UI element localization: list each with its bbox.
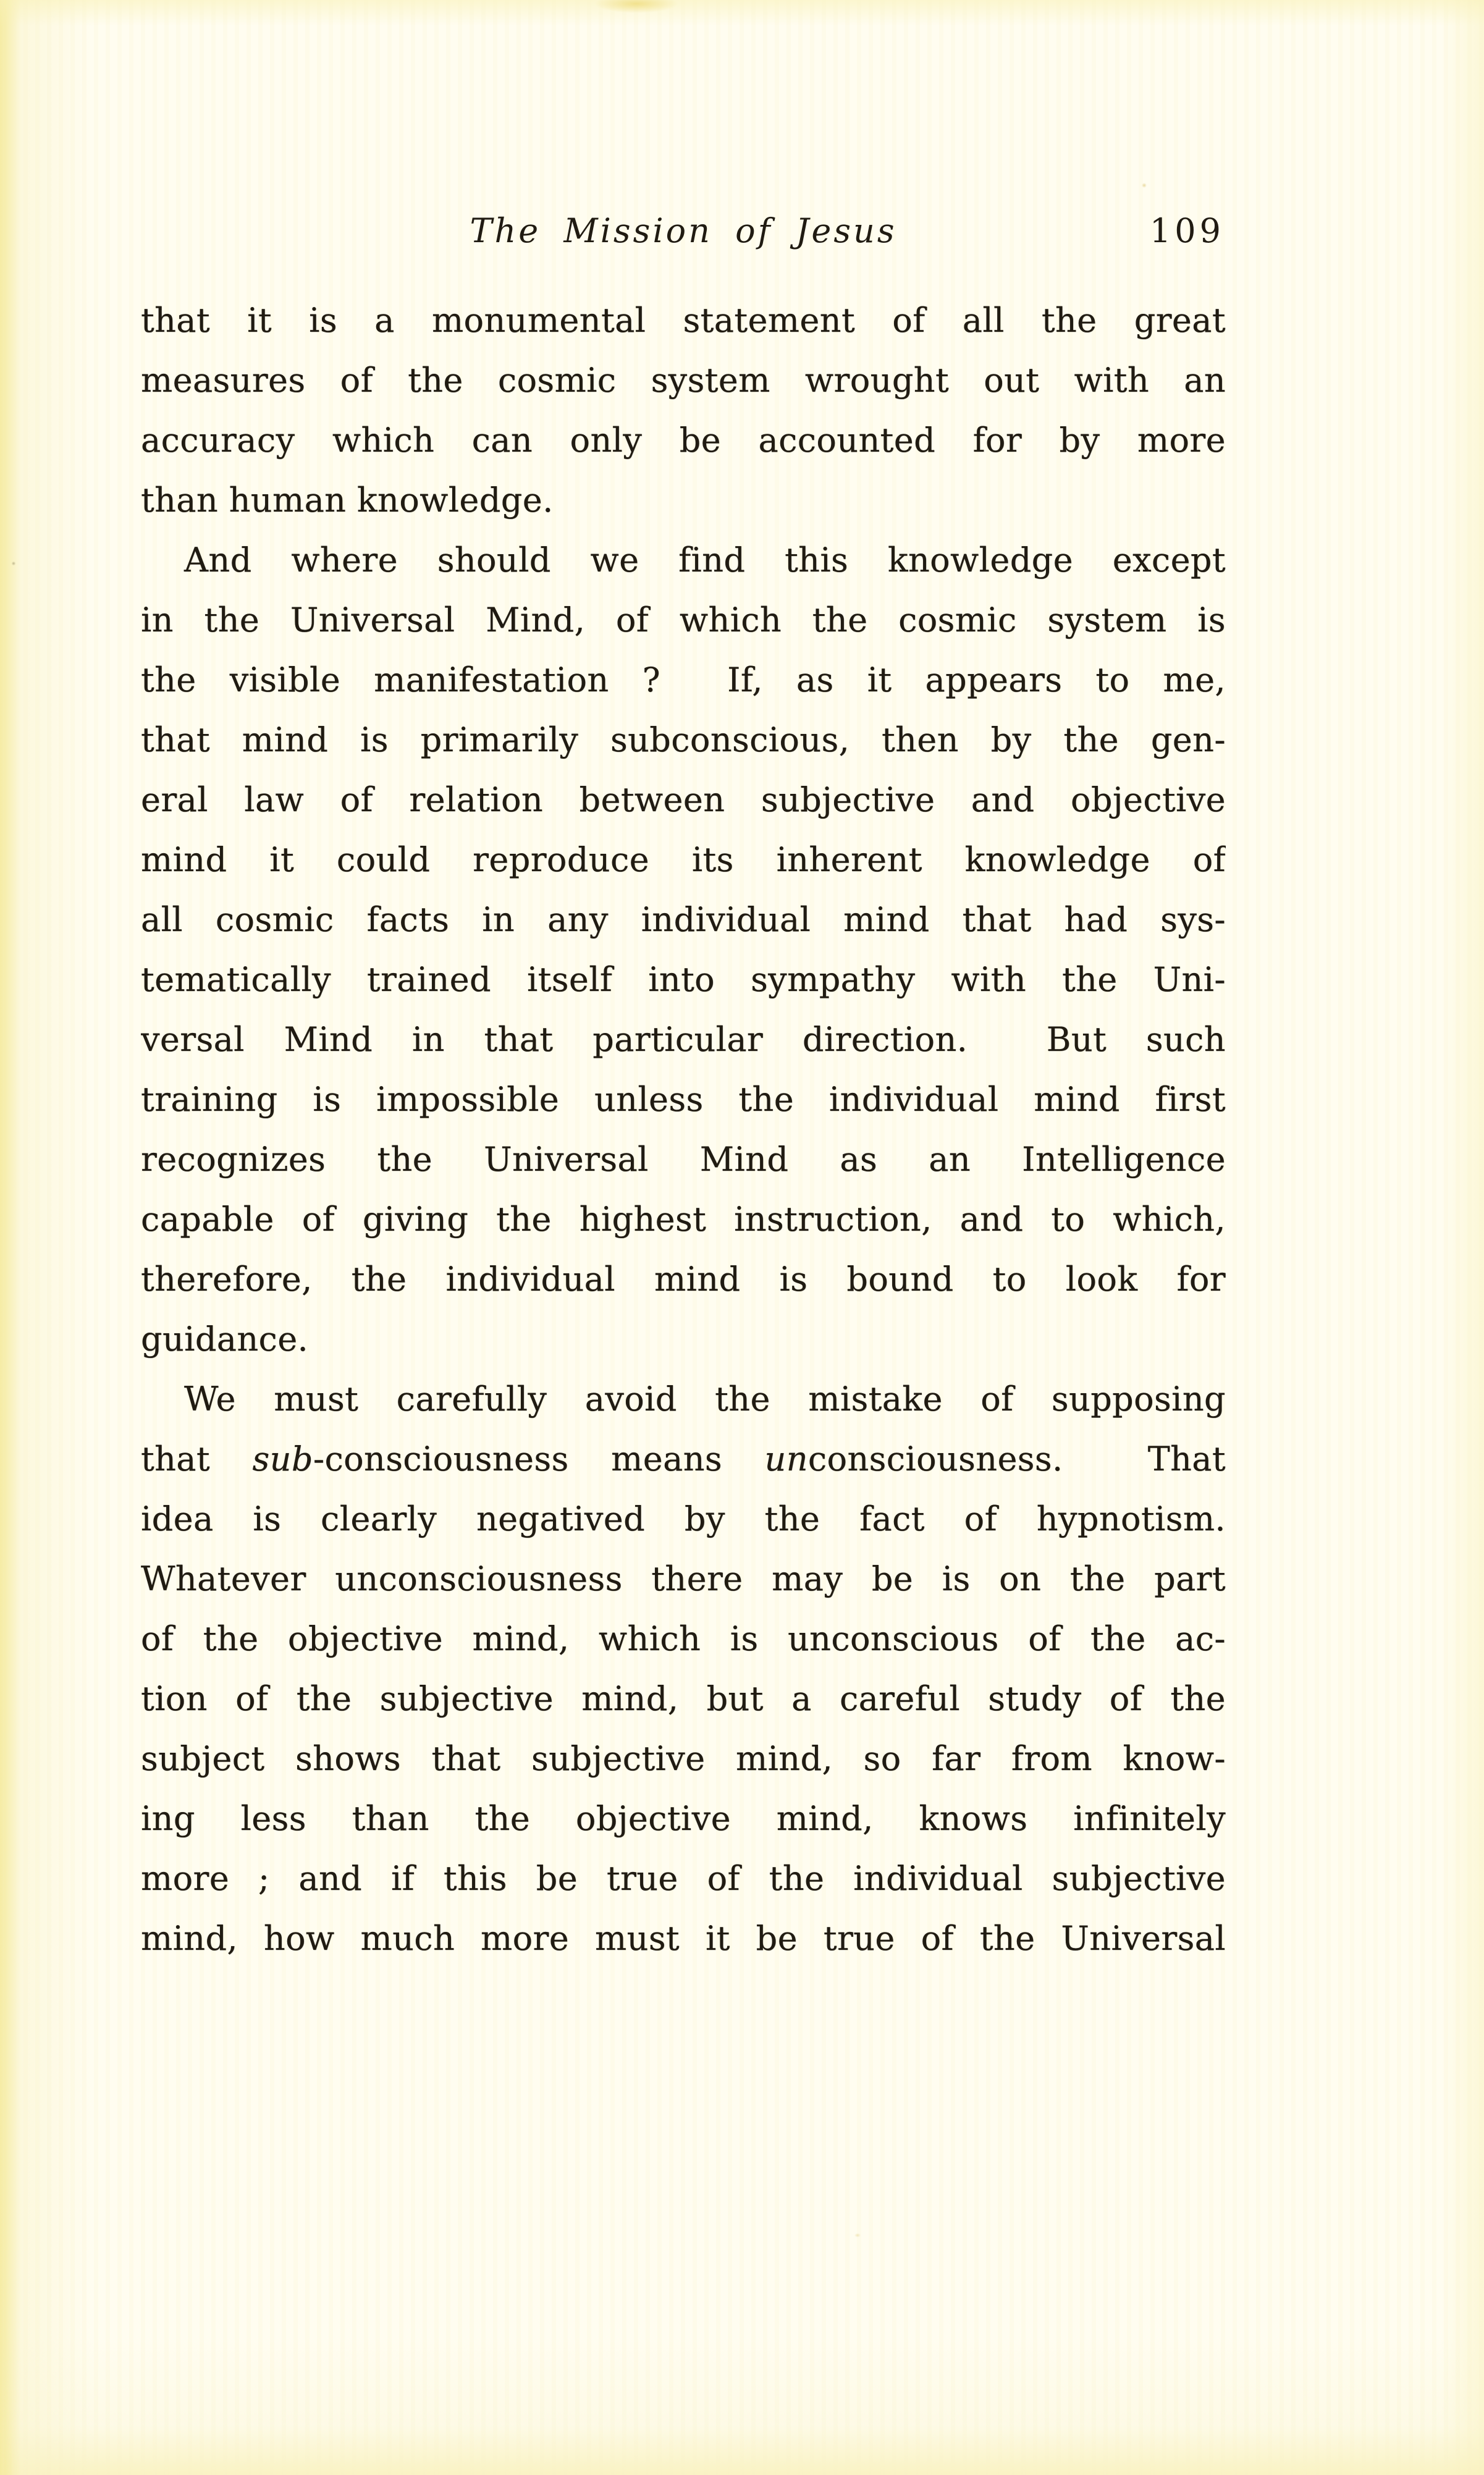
text-line: the visible manifestation ? If, as it appears to me,	[141, 660, 1226, 699]
text-line: versal Mind in that particular direction. But such	[141, 1020, 1226, 1059]
text-line: idea is clearly negatived by the fact of hypnotism.	[141, 1499, 1226, 1538]
text-line: tion of the subjective mind, but a careful study of the	[141, 1679, 1226, 1718]
italic-word-un: un	[764, 1440, 808, 1478]
text-line: all cosmic facts in any individual mind that had sys-	[141, 900, 1226, 939]
text-line: We must carefully avoid the mistake of supposing	[184, 1380, 1226, 1419]
text-segment: -consciousness means	[313, 1440, 765, 1478]
page-header	[141, 211, 1226, 261]
text-line: mind, how much more must it be true of the Universal	[141, 1919, 1226, 1958]
text-line: of the objective mind, which is unconscious of the ac-	[141, 1619, 1226, 1658]
text-line: tematically trained itself into sympathy with the Uni-	[141, 960, 1226, 999]
text-line: subject shows that subjective mind, so far from know-	[141, 1739, 1226, 1778]
text-line: training is impossible unless the individual mind first	[141, 1080, 1226, 1119]
text-line: eral law of relation between subjective and objective	[141, 780, 1226, 819]
text-line: ing less than the objective mind, knows infinitely	[141, 1799, 1226, 1838]
text-line: that mind is primarily subconscious, then by the gen-	[141, 720, 1226, 759]
text-segment: consciousness. That	[807, 1440, 1226, 1478]
text-line: accuracy which can only be accounted for by more	[141, 421, 1226, 460]
text-line: measures of the cosmic system wrought out with an	[141, 361, 1226, 400]
page-number: 109	[1149, 211, 1225, 250]
italic-word-sub: sub	[252, 1440, 313, 1478]
text-line: mind it could reproduce its inherent knowledge of	[141, 840, 1226, 879]
text-line: Whatever unconsciousness there may be is on the part	[141, 1559, 1226, 1598]
text-line: recognizes the Universal Mind as an Intelligence	[141, 1140, 1226, 1179]
text-line: than human knowledge.	[141, 481, 554, 520]
text-line: therefore, the individual mind is bound to look for	[141, 1260, 1226, 1299]
text-line: that it is a monumental statement of all the great	[141, 301, 1226, 340]
body-text	[141, 290, 1226, 1968]
text-line: more ; and if this be true of the individual subjective	[141, 1859, 1226, 1898]
text-line: capable of giving the highest instruction, and to which,	[141, 1200, 1226, 1239]
text-line: And where should we find this knowledge except	[184, 541, 1226, 580]
text-line: guidance.	[141, 1320, 309, 1359]
running-title: The Mission of Jesus	[470, 211, 897, 250]
text-segment: that	[141, 1440, 253, 1478]
text-line	[141, 1429, 1226, 1489]
text-line: in the Universal Mind, of which the cosmic system is	[141, 601, 1226, 639]
